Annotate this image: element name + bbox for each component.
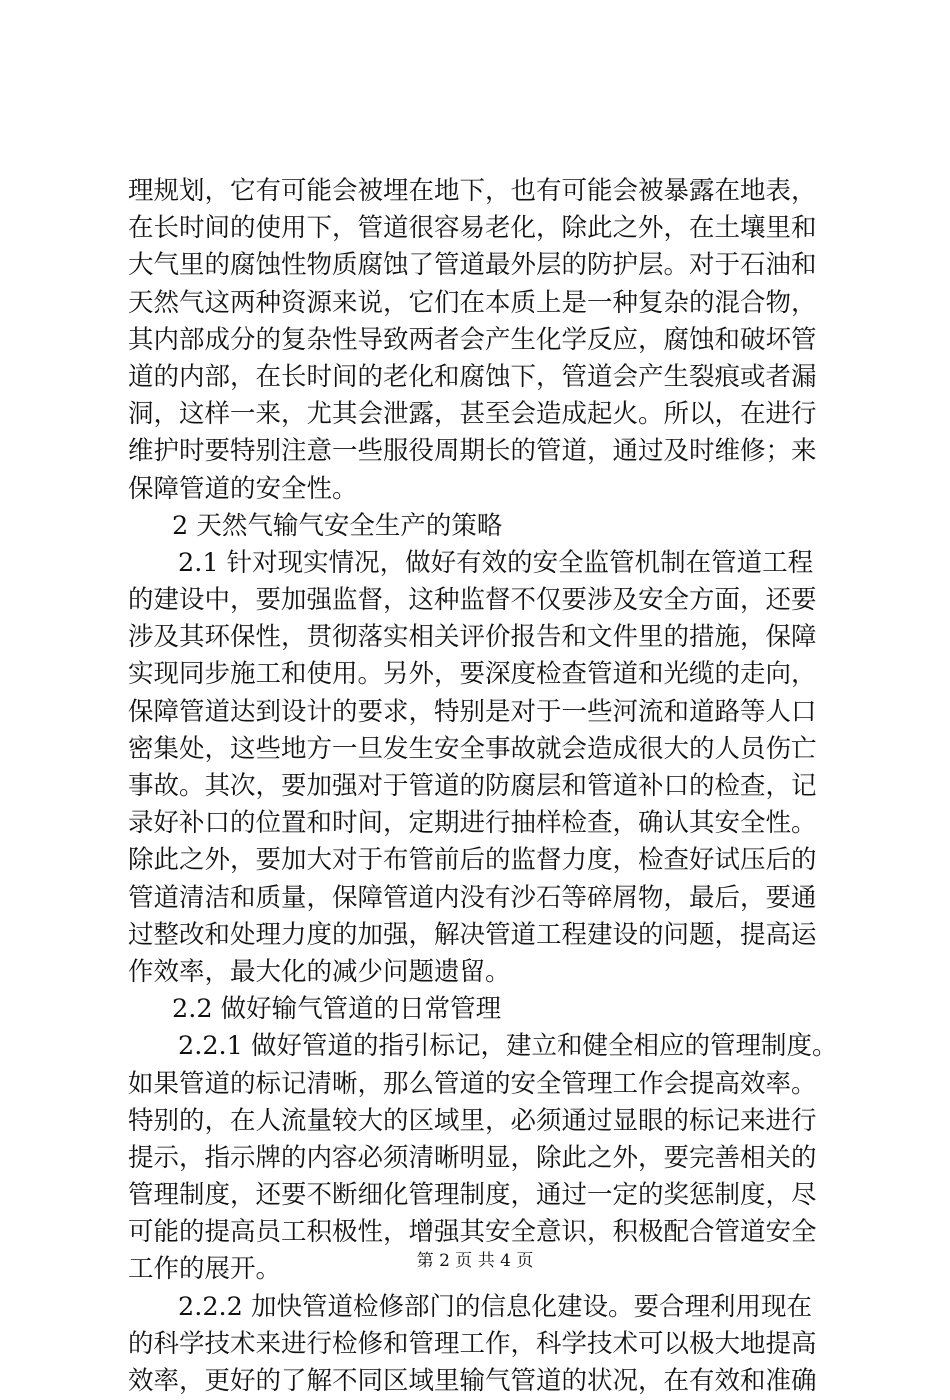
text-line: 洞，这样一来，尤其会泄露，甚至会造成起火。所以，在进行 [128,399,817,430]
text-line: 保障管道的安全性。 [128,473,358,504]
text-line: 道的内部，在长时间的老化和腐蚀下，管道会产生裂痕或者漏 [128,361,817,392]
section-heading: 2 天然气输气安全生产的策略 [172,510,503,541]
text-line: 如果管道的标记清晰，那么管道的安全管理工作会提高效率。 [128,1068,817,1099]
text-line: 除此之外，要加大对于布管前后的监督力度，检查好试压后的 [128,845,817,876]
text-line: 效率，更好的了解不同区域里输气管道的状况，在有效和准确 [128,1366,817,1396]
text-line: 密集处，这些地方一旦发生安全事故就会造成很大的人员伤亡 [128,733,817,764]
text-line: 管道清洁和质量，保障管道内没有沙石等碎屑物，最后，要通 [128,882,817,913]
text-line: 天然气这两种资源来说，它们在本质上是一种复杂的混合物， [128,287,817,318]
text-line: 作效率，最大化的减少问题遗留。 [128,956,511,987]
body-text [128,173,848,1400]
text-line: 涉及其环保性，贯彻落实相关评价报告和文件里的措施，保障 [128,622,817,653]
subsection-heading-line: 2.1 针对现实情况，做好有效的安全监管机制在管道工程 [178,547,814,578]
subsection-heading: 2.2 做好输气管道的日常管理 [172,994,502,1025]
subsection-heading-line: 2.2.1 做好管道的指引标记，建立和健全相应的管理制度。 [178,1031,838,1062]
text-line: 大气里的腐蚀性物质腐蚀了管道最外层的防护层。对于石油和 [128,250,817,281]
text-line: 保障管道达到设计的要求，特别是对于一些河流和道路等人口 [128,696,817,727]
text-line: 管理制度，还要不断细化管理制度，通过一定的奖惩制度，尽 [128,1180,817,1211]
page-number-label: 第 2 页 共 4 页 [416,1251,534,1271]
text-line: 提示，指示牌的内容必须清晰明显，除此之外，要完善相关的 [128,1142,817,1173]
subsection-heading-line: 2.2.2 加快管道检修部门的信息化建设。要合理利用现在 [178,1291,812,1322]
text-line: 的建设中，要加强监督，这种监督不仅要涉及安全方面，还要 [128,585,817,616]
text-line: 事故。其次，要加强对于管道的防腐层和管道补口的检查，记 [128,771,817,801]
text-line: 录好补口的位置和时间，定期进行抽样检查，确认其安全性。 [128,808,817,839]
text-line: 实现同步施工和使用。另外，要深度检查管道和光缆的走向， [128,659,817,690]
text-line: 在长时间的使用下，管道很容易老化，除此之外，在土壤里和 [128,213,817,244]
text-line: 过整改和处理力度的加强，解决管道工程建设的问题，提高运 [128,919,817,950]
text-line: 可能的提高员工积极性，增强其安全意识，积极配合管道安全 [128,1217,817,1248]
text-line: 理规划，它有可能会被埋在地下，也有可能会被暴露在地表， [128,176,817,206]
text-line: 特别的，在人流量较大的区域里，必须通过显眼的标记来进行 [128,1105,817,1136]
text-line: 工作的展开。 [128,1254,282,1285]
page-footer [0,1246,950,1271]
text-line: 维护时要特别注意一些服役周期长的管道，通过及时维修；来 [128,436,817,467]
text-line: 的科学技术来进行检修和管理工作，科学技术可以极大地提高 [128,1328,817,1359]
text-line: 其内部成分的复杂性导致两者会产生化学反应，腐蚀和破坏管 [128,324,817,355]
